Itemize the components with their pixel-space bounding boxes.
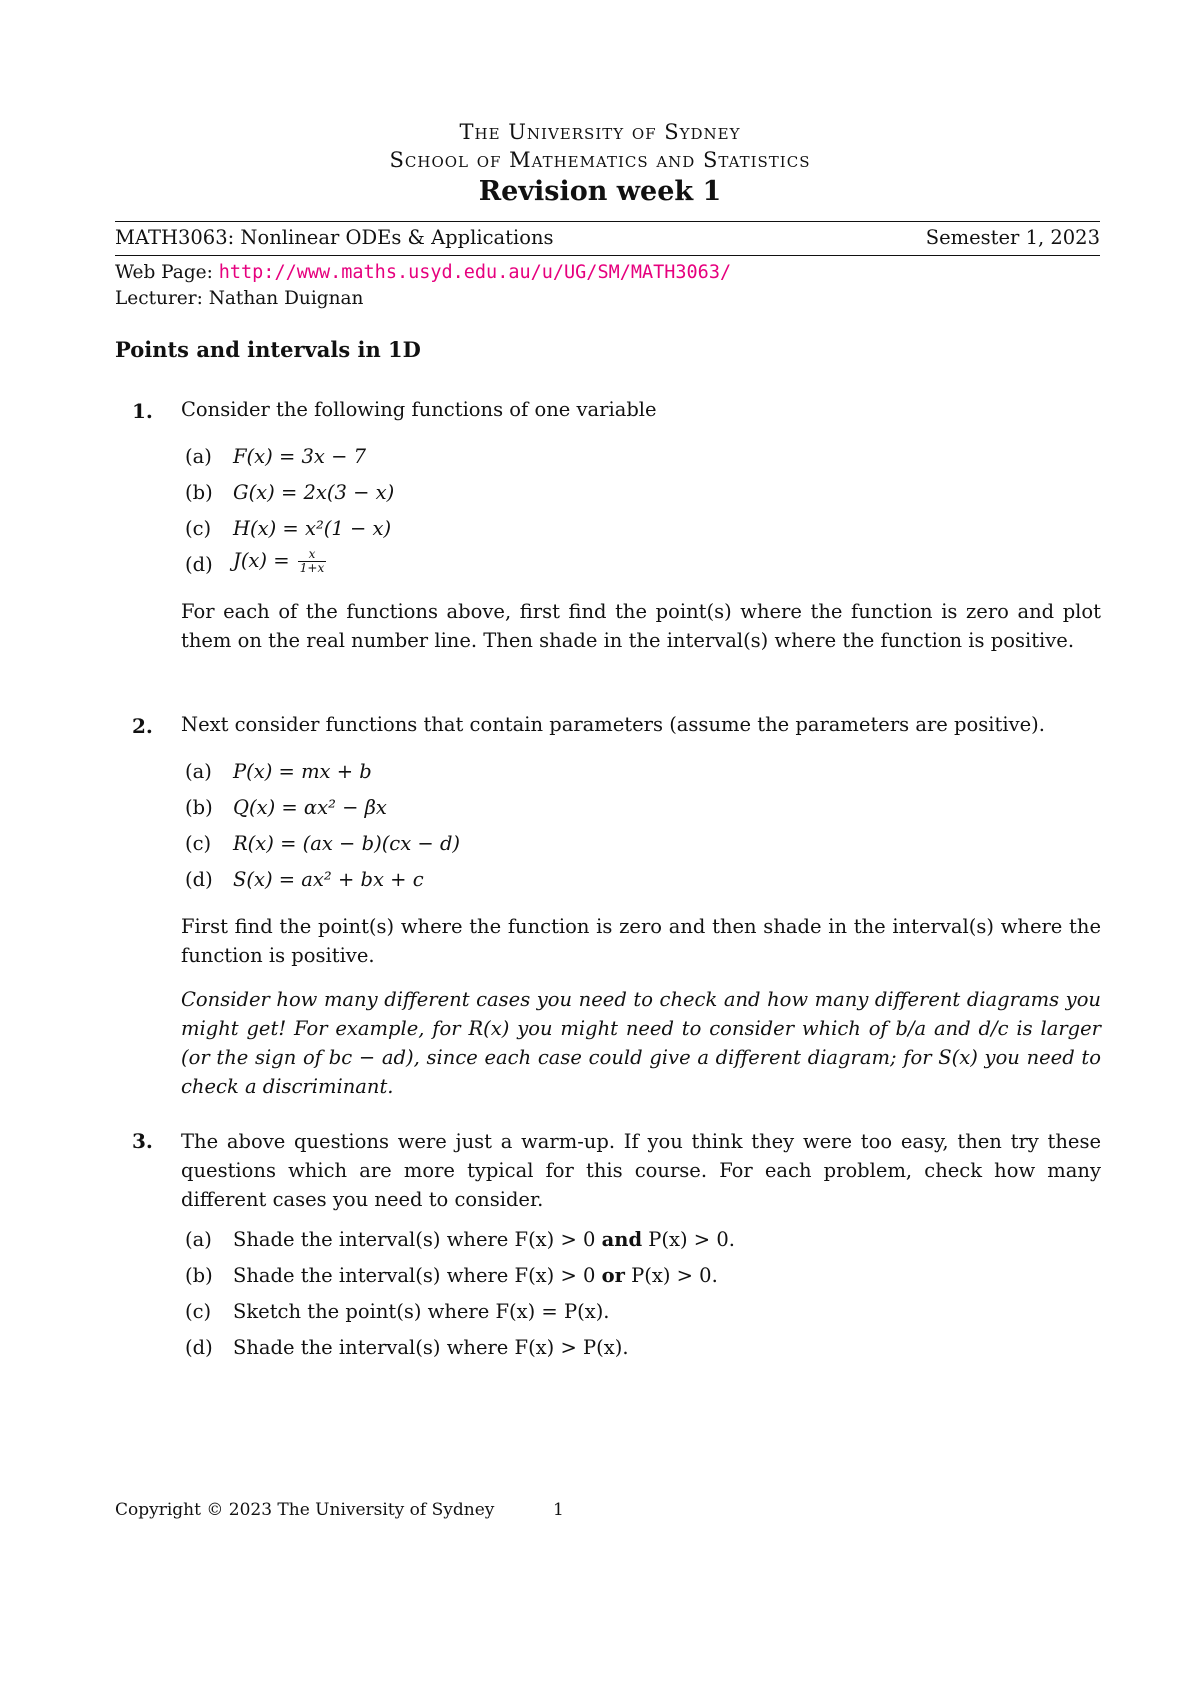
question-2-item-d-label: (d)	[185, 868, 213, 891]
question-3-item-b-post: P(x) > 0.	[624, 1264, 718, 1287]
question-2-item-b-label: (b)	[185, 796, 213, 819]
question-1-text: For each of the functions above, first find the point(s) where the function is zero and plot them on the real number line. Then shade in the interval(s) where the function is positive.	[181, 600, 1101, 652]
semester-label: Semester 1, 2023	[925, 226, 1100, 249]
course-web-link[interactable]: http://www.maths.usyd.edu.au/u/UG/SM/MATH3063/	[218, 262, 732, 283]
question-2-item-d-expr: S(x) = ax² + bx + c	[233, 868, 424, 891]
question-3-item-a-bold: and	[601, 1228, 643, 1251]
question-1-item-a-expr: F(x) = 3x − 7	[233, 445, 367, 468]
question-3-item-b-text	[233, 1264, 718, 1287]
question-3-item-b-bold: or	[601, 1264, 625, 1287]
copyright-footer: Copyright © 2023 The University of Sydney	[115, 1500, 495, 1520]
question-1-item-d-label: (d)	[185, 553, 213, 576]
question-2-item-a-expr: P(x) = mx + b	[233, 760, 372, 783]
question-3-intro: The above questions were just a warm-up. If you think they were too easy, then try these questions which are more typical for this course. For each problem, check how many different cases you need to consider.	[181, 1130, 1101, 1211]
question-1-intro: Consider the following functions of one variable	[181, 398, 657, 421]
course-name: MATH3063: Nonlinear ODEs & Applications	[115, 226, 554, 249]
question-1-item-b-label: (b)	[185, 481, 213, 504]
question-3-item-b-label: (b)	[185, 1264, 213, 1287]
question-3-item-a-text	[233, 1228, 735, 1251]
web-page-line	[115, 262, 731, 283]
question-3-item-a-pre: Shade the interval(s) where F(x) > 0	[233, 1228, 602, 1251]
page-number: 1	[553, 1500, 564, 1520]
question-3-number: 3.	[132, 1129, 153, 1153]
web-page-label: Web Page:	[115, 262, 213, 283]
question-2-number: 2.	[132, 714, 153, 738]
bottom-rule	[115, 255, 1100, 256]
fraction-numerator: x	[298, 548, 326, 562]
question-1-item-c-label: (c)	[185, 517, 212, 540]
fraction-denominator: 1+x	[299, 561, 325, 575]
question-3-item-d-pre: Shade the interval(s) where F(x) > P(x).	[233, 1336, 629, 1359]
question-3-item-a-post: P(x) > 0.	[642, 1228, 735, 1251]
question-2-item-c-expr: R(x) = (ax − b)(cx − d)	[233, 832, 461, 855]
top-rule	[115, 221, 1100, 222]
question-1-item-b-expr: G(x) = 2x(3 − x)	[233, 481, 395, 504]
fraction	[298, 548, 326, 575]
question-3-item-c-text	[233, 1300, 610, 1323]
question-3-item-b-pre: Shade the interval(s) where F(x) > 0	[233, 1264, 602, 1287]
section-title: Points and intervals in 1D	[115, 337, 421, 362]
question-3-item-c-label: (c)	[185, 1300, 212, 1323]
question-1-item-d-expr	[233, 548, 326, 575]
page-title: Revision week 1	[478, 176, 722, 207]
question-1-item-a-label: (a)	[185, 445, 212, 468]
question-1-item-c-expr: H(x) = x²(1 − x)	[233, 517, 392, 540]
question-2-item-b-expr: Q(x) = αx² − βx	[233, 796, 387, 819]
question-2-item-c-label: (c)	[185, 832, 212, 855]
question-1-number: 1.	[132, 399, 153, 423]
school-name: School of Mathematics and Statistics	[389, 148, 811, 172]
question-1-item-d-prefix: J(x) =	[233, 549, 296, 572]
question-2-note: Consider how many different cases you need to check and how many different diagrams you might get! For example, for R(x) you might need to consider which of b/a and d/c is larger (or the sign of bc − ad), since each case could give a different diagram; for S(x) you need to check a discriminant.	[181, 988, 1101, 1098]
university-name: The University of Sydney	[459, 120, 741, 144]
question-3-item-a-label: (a)	[185, 1228, 212, 1251]
question-3-item-c-pre: Sketch the point(s) where F(x) = P(x).	[233, 1300, 610, 1323]
question-2-item-a-label: (a)	[185, 760, 212, 783]
lecturer-line: Lecturer: Nathan Duignan	[115, 288, 364, 309]
question-3-item-d-text	[233, 1336, 629, 1359]
question-2-text: First find the point(s) where the function is zero and then shade in the interval(s) where the function is positive.	[181, 915, 1101, 967]
question-3-item-d-label: (d)	[185, 1336, 213, 1359]
question-2-intro: Next consider functions that contain parameters (assume the parameters are positive).	[181, 713, 1045, 736]
